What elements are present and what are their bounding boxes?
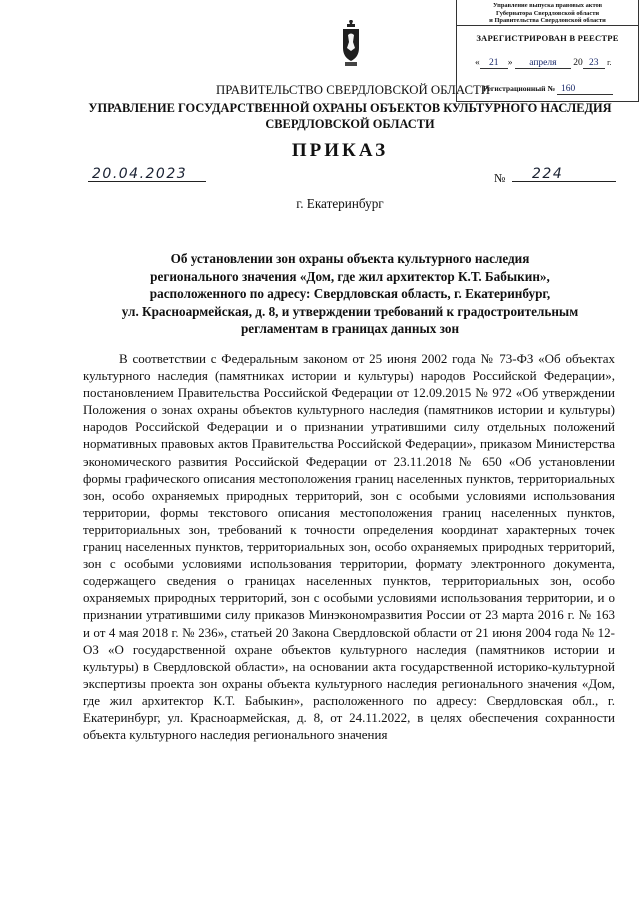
stamp-year: 23 bbox=[583, 58, 605, 69]
city: г. Екатеринбург bbox=[296, 196, 384, 211]
stamp-organization: Управление выпуска правовых актов Губернатора Свердловской области и Правительства Свердловской области bbox=[457, 0, 638, 26]
stamp-day: 21 bbox=[480, 58, 508, 69]
document-title: Об установлении зон охраны объекта культурного наследия регионального значения «Дом, где жил архитектор К.Т. Бабыкин», расположенного по адресу: Свердловская область, г. Екатеринбург, ул. Красноармейская, д. 8, и утверждении требований к градостроительным регламентам в границах данных зон bbox=[121, 251, 579, 336]
order-number-sign: № bbox=[494, 171, 506, 185]
stamp-number-value: 160 bbox=[557, 84, 613, 95]
body-paragraph: В соответствии с Федеральным законом от 25 июня 2002 года № 73-ФЗ «Об объектах культурного наследия (памятниках истории и культуры) народов Российской Федерации», постановлением Правительства Российской Федерации от 12.09.2015 № 972 «Об утверждении Положения о зонах охраны объектов культурного наследия (памятников истории и культуры) народов Российской Федерации и о признании утратившими силу отдельных положений нормативных правовых актов Правительства Российской Федерации», приказом Министерства экономического развития Российской Федерации от 23.11.2018 № 650 «Об установлении формы графического описания местоположения границ населенных пунктов, территориальных зон, особо охраняемых природных территорий, зон с особыми условиями использования территории, формы текстового описания местоположения границ населенных пунктов, территориальных зон, требований к точности определения координат характерных точек границ населенных пунктов, территориальных зон, особо охраняемых природных территорий, зон с особыми условиями использования территории, формату электронного документа, содержащего сведения о границах населенных пунктов, территориальных зон, особо охраняемых природных территорий, зон с особыми условиями использования территории, и о признании утратившими силу приказов Минэкономразвития России от 23 марта 2016 г. № 163 и от 4 мая 2018 г. № 236», статьей 20 Закона Свердловской области от 21 июня 2004 года № 12-ОЗ «О государственной охране объектов культурного наследия (памятников истории и культуры) в Свердловской области», на основании акта государственной историко-культурной экспертизы проекта зон охраны объекта культурного наследия регионального значения «Дом, где жил архитектор К.Т. Бабыкин», расположенного по адресу: Свердловская обл., г. Екатеринбург, ул. Красноармейская, д. 8, от 24.11.2022, в целях обеспечения сохранности объекта культурного наследия регионального значения bbox=[83, 351, 615, 743]
coat-of-arms-icon bbox=[340, 20, 362, 70]
stamp-year-abbr: г. bbox=[607, 58, 612, 67]
stamp-year-prefix: 20 bbox=[573, 58, 583, 68]
document-type: ПРИКАЗ bbox=[291, 140, 389, 161]
government-name: ПРАВИТЕЛЬСТВО СВЕРДЛОВСКОЙ ОБЛАСТИ bbox=[216, 83, 491, 97]
stamp-date: « 21 » апреля 20 23 г. bbox=[475, 58, 612, 68]
department-name: УПРАВЛЕНИЕ ГОСУДАРСТВЕННОЙ ОХРАНЫ ОБЪЕКТОВ КУЛЬТУРНОГО НАСЛЕДИЯ СВЕРДЛОВСКОЙ ОБЛАСТИ bbox=[88, 101, 612, 131]
order-date: 20.04.2023 bbox=[88, 166, 206, 182]
stamp-number-label: Регистрационный № bbox=[483, 84, 556, 93]
stamp-registration-number bbox=[483, 84, 613, 95]
order-number: 224 bbox=[512, 166, 616, 182]
stamp-month: апреля bbox=[515, 58, 571, 69]
stamp-registered-label: ЗАРЕГИСТРИРОВАН В РЕЕСТРЕ bbox=[476, 33, 619, 43]
